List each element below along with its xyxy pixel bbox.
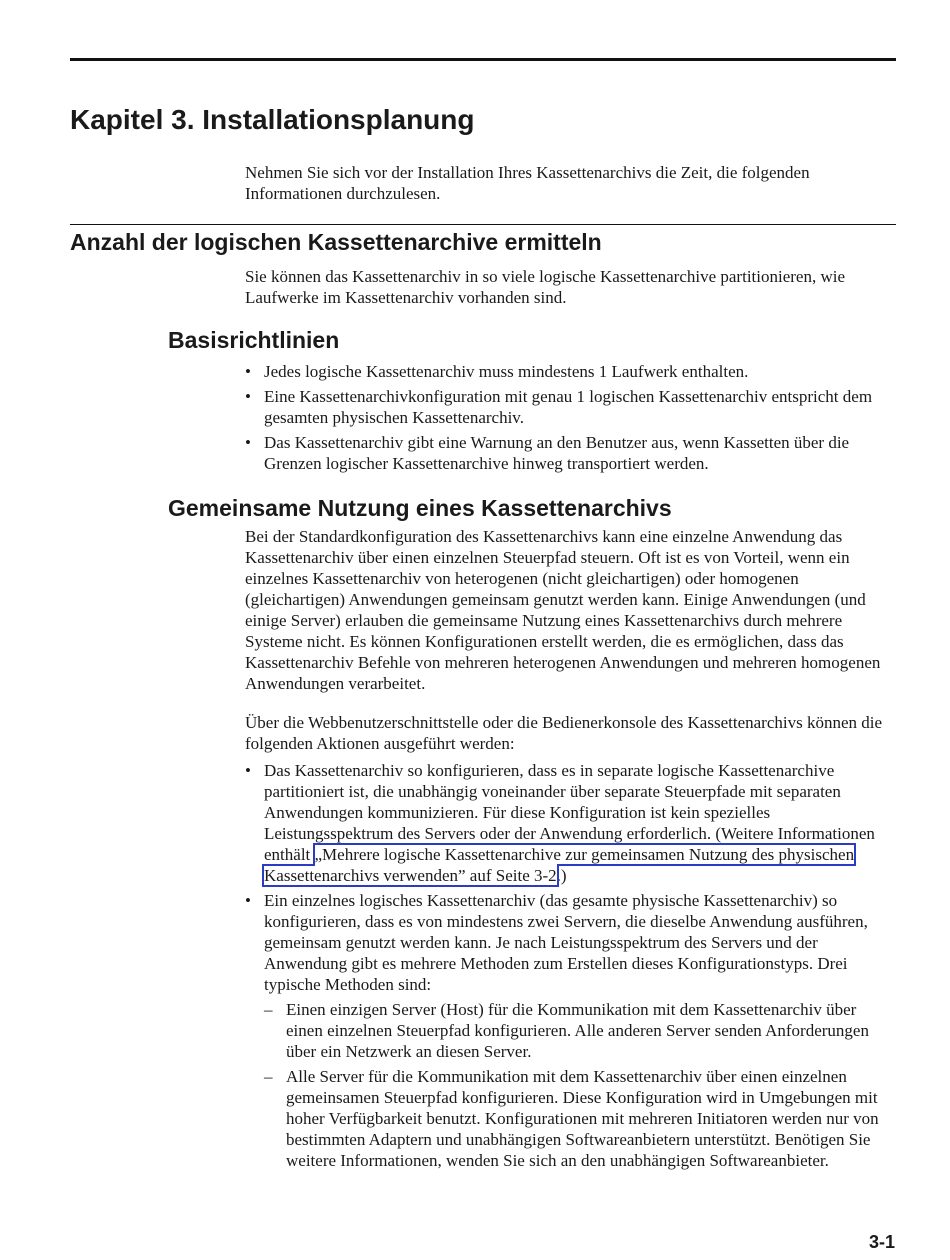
- list-item-text: Das Kassettenarchiv so konfigurieren, dass es in separate logische Kassettenarchive partitioniert ist, die unabhängig voneinander über separate Steuerpfade mit separaten Anwendungen kommunizieren. Für diese Konfiguration ist kein spezielles Leistungsspektrum des Servers oder der Anwendung erforderlich. (Weitere Informationen enthält: [264, 761, 875, 864]
- list-item: [245, 890, 897, 1171]
- list-item: • Jedes logische Kassettenarchiv muss mindestens 1 Laufwerk enthalten.: [245, 361, 897, 382]
- section-rule: [70, 224, 896, 225]
- intro-paragraph: Nehmen Sie sich vor der Installation Ihres Kassettenarchivs die Zeit, die folgenden Informationen durchzulesen.: [245, 163, 810, 203]
- top-rule: [70, 58, 896, 61]
- page-number: 3-1: [868, 1232, 895, 1252]
- guidelines-list: [245, 361, 897, 478]
- list-item: [245, 760, 897, 886]
- sublist-item: – Alle Server für die Kommunikation mit dem Kassettenarchiv über einen einzelnen gemeinsamen Steuerpfad konfigurieren. Diese Konfiguration wird in Umgebungen mit hoher Verfügbarkeit benutzt. Konfigurationen mit mehreren Initiatoren werden nur von bestimmten Adaptern und unabhängigen Softwareanbietern unterstützt. Benötigen Sie weitere Informationen, wenden Sie sich an den unabhängigen Softwareanbieter.: [264, 1066, 897, 1171]
- list-item-text-end: .): [556, 866, 567, 885]
- cross-reference-link[interactable]: „Mehrere logische Kassettenarchive zur gemeinsamen Nutzung des physischen Kassettenarchivs verwenden” auf Seite 3-2: [264, 845, 855, 885]
- sharing-paragraph-2: Über die Webbenutzerschnittstelle oder die Bedienerkonsole des Kassettenarchivs können die folgenden Aktionen ausgeführt werden:: [245, 713, 883, 753]
- list-item-text: Ein einzelnes logisches Kassettenarchiv (das gesamte physische Kassettenarchiv) so konfigurieren, dass es von mindestens zwei Servern, die dieselbe Anwendung ausführen, gemeinsam genutzt werden kann. Je nach Leistungsspektrum des Servers und der Anwendung gibt es mehrere Methoden zum Erstellen dieses Konfigurationstyps. Drei typische Methoden sind:: [264, 891, 868, 994]
- section-paragraph-logical-archives: Sie können das Kassettenarchiv in so viele logische Kassettenarchive partitionieren, wie Laufwerke im Kassettenarchiv vorhanden sind.: [245, 267, 846, 307]
- methods-sublist: [264, 999, 897, 1171]
- subsection-heading-basic-guidelines: Basisrichtlinien: [168, 327, 340, 353]
- section-heading-logical-archives: Anzahl der logischen Kassettenarchive ermitteln: [70, 229, 602, 255]
- sharing-paragraph-1: Bei der Standardkonfiguration des Kassettenarchivs kann eine einzelne Anwendung das Kassettenarchiv über einen einzelnen Steuerpfad steuern. Oft ist es von Vorteil, wenn ein einzelnes Kassettenarchiv von heterogenen (nicht gleichartigen) oder homogenen (gleichartigen) Anwendungen gemeinsam genutzt werden kann. Einige Anwendungen (und einige Server) erlauben die gemeinsame Nutzung eines Kassettenarchivs durch mehrere Systeme nicht. Es können Konfigurationen erstellt werden, die es ermöglichen, dass das Kassettenarchiv Befehle von mehreren heterogenen Anwendungen und mehreren homogenen Anwendungen verarbeitet.: [245, 527, 881, 693]
- chapter-title: Kapitel 3. Installationsplanung: [70, 104, 475, 135]
- subsection-heading-sharing: Gemeinsame Nutzung eines Kassettenarchivs: [168, 495, 672, 521]
- actions-list: [245, 760, 897, 1175]
- sublist-item: – Einen einzigen Server (Host) für die Kommunikation mit dem Kassettenarchiv über einen einzelnen Steuerpfad konfigurieren. Alle anderen Server senden Anforderungen über ein Netzwerk an diesen Server.: [264, 999, 897, 1062]
- list-item: • Eine Kassettenarchivkonfiguration mit genau 1 logischen Kassettenarchiv entspricht dem gesamten physischen Kassettenarchiv.: [245, 386, 897, 428]
- list-item: • Das Kassettenarchiv gibt eine Warnung an den Benutzer aus, wenn Kassetten über die Grenzen logischer Kassettenarchive hinweg transportiert werden.: [245, 432, 897, 474]
